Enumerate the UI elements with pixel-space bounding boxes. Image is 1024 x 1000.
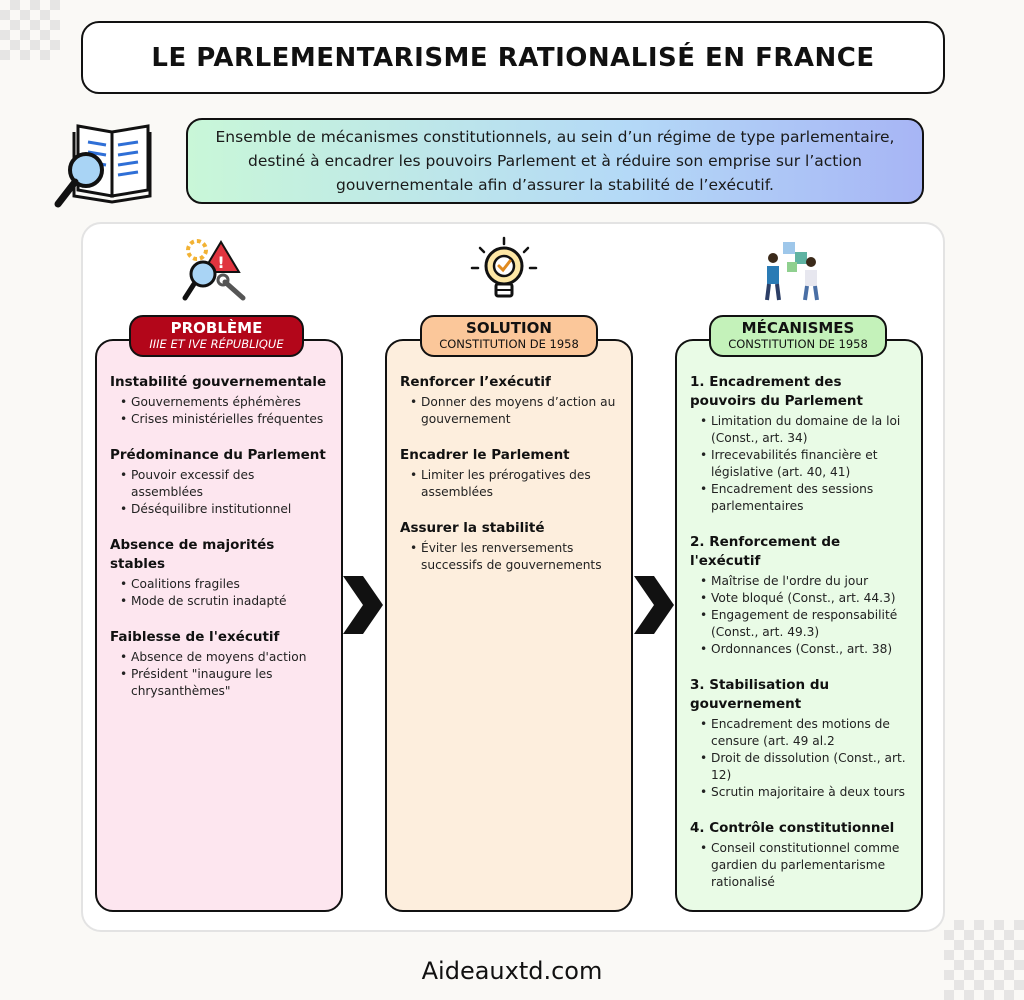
list-item: • Droit de dissolution (Const., art. 12) <box>700 750 909 784</box>
list-item: • Président "inaugure les chrysanthèmes" <box>120 666 329 700</box>
list-item: • Vote bloqué (Const., art. 44.3) <box>700 590 909 607</box>
problem-card <box>95 339 343 912</box>
list-item: • Encadrement des motions de censure (art. 49 al.2 <box>700 716 909 750</box>
list-item: • Donner des moyens d’action au gouvernement <box>410 394 619 428</box>
problem-tag <box>129 315 304 357</box>
solution-card <box>385 339 633 912</box>
section-heading: Absence de majorités stables <box>110 537 275 572</box>
section-heading: Encadrer le Parlement <box>400 447 570 463</box>
tag-title: PROBLÈME <box>170 319 263 338</box>
list-item: • Irrecevabilités financière et législative (art. 40, 41) <box>700 447 909 481</box>
teamwork-puzzle-icon <box>757 236 825 304</box>
solution-section <box>400 446 619 501</box>
list-item: • Limiter les prérogatives des assemblées <box>410 467 619 501</box>
mechanisms-section <box>690 533 909 658</box>
page-title: LE PARLEMENTARISME RATIONALISÉ EN FRANCE <box>151 42 875 73</box>
problem-gear-icon <box>181 236 249 304</box>
lightbulb-check-icon <box>470 236 538 304</box>
list-item: • Coalitions fragiles <box>120 576 329 593</box>
list-item: • Limitation du domaine de la loi (Const., art. 34) <box>700 413 909 447</box>
section-heading: Renforcer l’exécutif <box>400 374 551 390</box>
tag-title: MÉCANISMES <box>741 319 855 338</box>
section-heading: 4. Contrôle constitutionnel <box>690 820 895 836</box>
problem-section <box>110 536 329 610</box>
list-item: • Pouvoir excessif des assemblées <box>120 467 329 501</box>
list-item: • Ordonnances (Const., art. 38) <box>700 641 909 658</box>
mechanisms-tag <box>709 315 887 357</box>
tag-subtitle: CONSTITUTION DE 1958 <box>728 337 868 352</box>
section-heading: Instabilité gouvernementale <box>110 374 327 390</box>
chevron-right-icon <box>632 574 676 636</box>
list-item: • Gouvernements éphémères <box>120 394 329 411</box>
tag-title: SOLUTION <box>466 319 552 338</box>
list-item: • Maîtrise de l'ordre du jour <box>700 573 909 590</box>
list-item: • Conseil constitutionnel comme gardien du parlementarisme rationalisé <box>700 840 909 891</box>
tag-subtitle: IIIE ET IVE RÉPUBLIQUE <box>149 337 284 352</box>
list-item: • Engagement de responsabilité (Const., art. 49.3) <box>700 607 909 641</box>
problem-section <box>110 446 329 518</box>
svg-text:!: ! <box>217 253 225 272</box>
book-magnifier-icon <box>48 118 174 214</box>
list-item: • Déséquilibre institutionnel <box>120 501 329 518</box>
problem-section <box>110 628 329 700</box>
mechanisms-section <box>690 373 909 515</box>
section-heading: 1. Encadrement des pouvoirs du Parlement <box>690 374 863 409</box>
list-item: • Absence de moyens d'action <box>120 649 329 666</box>
list-item: • Éviter les renversements successifs de gouvernements <box>410 540 619 574</box>
section-heading: 2. Renforcement de l'exécutif <box>690 534 841 569</box>
solution-section <box>400 519 619 574</box>
checker-decoration-top-left <box>0 0 60 60</box>
mechanisms-section <box>690 819 909 891</box>
solution-tag <box>420 315 598 357</box>
list-item: • Encadrement des sessions parlementaires <box>700 481 909 515</box>
mechanisms-section <box>690 676 909 801</box>
list-item: • Crises ministérielles fréquentes <box>120 411 329 428</box>
section-heading: 3. Stabilisation du gouvernement <box>690 677 830 712</box>
mechanisms-card <box>675 339 923 912</box>
footer-site-name[interactable]: Aideauxtd.com <box>421 957 603 985</box>
chevron-right-icon <box>341 574 385 636</box>
title-banner <box>81 21 945 94</box>
section-heading: Faiblesse de l'exécutif <box>110 629 280 645</box>
list-item: • Scrutin majoritaire à deux tours <box>700 784 909 801</box>
solution-section <box>400 373 619 428</box>
definition-box <box>186 118 924 204</box>
section-heading: Prédominance du Parlement <box>110 447 326 463</box>
problem-section <box>110 373 329 428</box>
list-item: • Mode de scrutin inadapté <box>120 593 329 610</box>
section-heading: Assurer la stabilité <box>400 520 545 536</box>
tag-subtitle: CONSTITUTION DE 1958 <box>439 337 579 352</box>
definition-text: Ensemble de mécanismes constitutionnels, au sein d’un régime de type parlementaire, destiné à encadrer les pouvoirs Parlement et à réduire son emprise sur l’action gouvernementale afin d’assurer la stabilité de l’exécutif. <box>215 128 895 194</box>
